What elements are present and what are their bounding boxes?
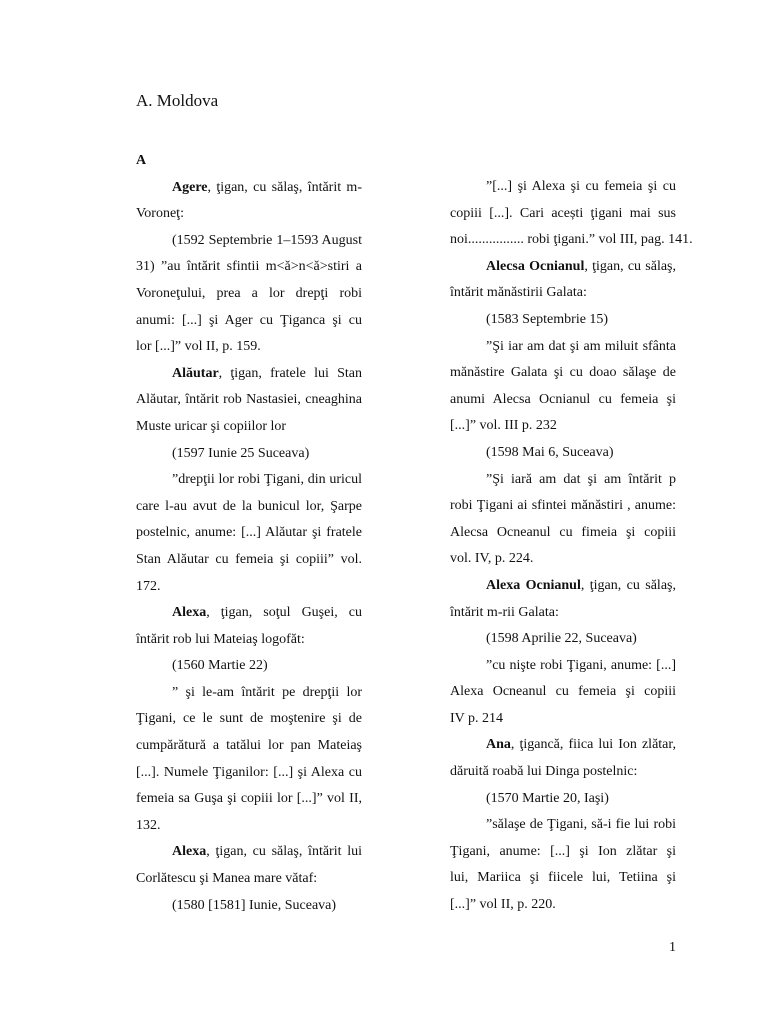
text-line [450,307,676,334]
line-text: Corlătescu şi Manea mare vătaf: [136,871,318,887]
section-title: A. Moldova [136,91,219,110]
entry-name: Alecsa Ocnianul [486,258,585,274]
line-text: Alexa Ocneanul cu femeia şi copiii [450,684,676,700]
entry-paragraph [136,175,362,228]
text-line [450,759,676,786]
entry-paragraph [136,361,362,441]
line-text: (1560 Martie 22) [172,658,268,674]
text-line [450,227,693,254]
line-text: (1592 Septembrie 1–1593 August [172,232,362,248]
entry-name: Alexa Ocnianul [486,577,581,593]
text-line [136,574,362,601]
text-line [450,812,676,839]
page-number: 1 [669,940,676,955]
entry-paragraph [450,786,676,813]
line-text: , ţigan, soţul Guşei, cu [206,605,362,621]
text-line [136,201,362,228]
text-line [450,174,676,201]
text-line [136,786,362,813]
line-text: 172. [136,578,161,594]
text-line [450,626,676,653]
line-text: întărit m-rii Galata: [450,604,559,620]
text-line [450,254,676,281]
line-text: femeia sa Guşa şi copiii lor [...]” vol II, [136,791,362,807]
line-text: IV p. 214 [450,710,504,726]
line-text: (1583 Septembrie 15) [486,311,609,327]
text-line [450,546,676,573]
line-text: lor [...]” vol II, p. 159. [136,339,261,355]
line-text: anumi Alecsa Ocnianul cu femeia şi [450,391,676,407]
text-line [450,360,676,387]
text-line [136,627,362,654]
text-line [450,520,676,547]
line-text: noi................ robi ţigani.” vol III, pag. 141. [450,232,693,248]
line-text: , ţigan, fratele lui Stan [218,365,362,381]
line-text: mănăstire Galata şi cu doao sălaşe de [450,365,676,381]
line-text: ”cu nişte robi Ţigani, anume: [...] [486,657,676,673]
line-text: 31) ”au întărit sfintii m<ă>n<ă>stiri a [136,259,362,275]
line-text: , ţigan, cu sălaş, întărit m- [207,179,362,195]
line-text: robi Ţigani ai sfintei mănăstiri , anume: [450,498,676,514]
text-line [136,893,362,920]
text-line [136,175,362,202]
line-text: [...]” vol. III p. 232 [450,418,557,434]
line-text: vol. IV, p. 224. [450,551,534,567]
line-text: ”[...] şi Alexa şi cu femeia şi cu [486,179,676,194]
entry-paragraph [136,441,362,468]
text-line [450,573,676,600]
text-line [136,600,362,627]
line-text: ”sălaşe de Ţigani, să-i fie lui robi [486,817,676,833]
text-line [136,706,362,733]
entry-paragraph [450,254,676,307]
text-line [136,387,362,414]
line-text: întărit rob lui Mateiaş logofăt: [136,631,305,647]
entry-paragraph [450,467,676,573]
line-text: întărit mănăstirii Galata: [450,285,587,301]
text-line [450,706,676,733]
text-line [450,334,676,361]
left-column [136,148,362,919]
text-line [450,280,676,307]
entry-paragraph [450,812,676,918]
text-line [450,201,676,228]
entry-name: Alexa [172,605,207,621]
text-line [450,413,676,440]
entry-name: Ana [486,737,511,753]
text-line [136,334,362,361]
line-text: [...]” vol II, p. 220. [450,897,556,913]
right-column [450,174,693,919]
line-text: Muste uricar şi copiilor lor [136,418,287,434]
line-text: postelnic, anume: [...] Alăutar şi fratele [136,525,362,541]
text-line [136,494,362,521]
line-text: (1598 Mai 6, Suceava) [486,444,614,460]
line-text: Ţigani, ce le sunt de moştenire şi de [136,711,362,727]
line-text: , ţigan, cu sălaş, întărit lui [206,844,362,860]
entry-paragraph [136,600,362,653]
entry-paragraph [450,732,676,785]
entry-paragraph [450,334,676,440]
entry-paragraph [450,653,676,733]
line-text: , ţigancă, fiica lui Ion zlătar, [510,737,676,753]
text-line [136,733,362,760]
text-line [450,732,676,759]
text-line [136,414,362,441]
text-line [136,680,362,707]
line-text: (1597 Iunie 25 Suceava) [172,445,310,461]
line-text: (1580 [1581] Iunie, Suceava) [172,897,337,913]
text-line [450,440,676,467]
text-line [136,308,362,335]
entry-paragraph [136,839,362,892]
entry-paragraph [136,653,362,680]
line-text: Stan Alăutar cu femeia şi copiii” vol. [136,551,362,567]
line-text: ” şi le-am întărit pe drepţii lor [172,684,362,700]
line-text: 132. [136,817,161,833]
line-text: cumpărătură a tatălui lor pan Mateiaş [136,738,362,754]
text-line [136,547,362,574]
text-line [450,839,676,866]
line-text: (1598 Aprilie 22, Suceava) [486,631,637,647]
text-line [136,441,362,468]
text-line [136,254,362,281]
line-text: anumi: [...] şi Ager cu Ţiganca şi cu [136,312,362,328]
text-line [136,653,362,680]
entry-paragraph [450,440,676,467]
text-line [136,760,362,787]
text-line [450,493,676,520]
line-text: ”Şi iară am dat şi am întărit p [486,471,676,487]
text-line [136,361,362,388]
line-text: ”drepţii lor robi Ţigani, din uricul [172,472,362,488]
line-text: ”Şi iar am dat şi am miluit sfânta [486,338,676,354]
text-line [450,786,676,813]
text-line [450,600,676,627]
text-line [450,865,676,892]
text-line [136,520,362,547]
line-text: dăruită roabă lui Dinga postelnic: [450,764,638,780]
text-line [136,813,362,840]
entry-name: Alexa [172,844,207,860]
text-line [450,467,676,494]
entry-name: Agere [172,179,208,195]
text-line [136,281,362,308]
line-text: lui, Mariica şi fiicele lui, Tetiina şi [450,870,676,886]
line-text: , ţigan, cu sălaş, [584,258,676,274]
text-line [136,866,362,893]
entry-paragraph [136,467,362,600]
line-text: Ţigani, anume: [...] şi Ion zlătar şi [450,843,676,859]
entry-paragraph [136,228,362,361]
text-line [136,228,362,255]
entry-paragraph [450,307,676,334]
entry-paragraph [450,626,676,653]
text-line [450,679,676,706]
line-text: Alăutar, întărit rob Nastasiei, cneaghina [136,392,362,408]
line-text: Voroneţ: [136,206,184,222]
text-line [136,467,362,494]
entry-paragraph [450,573,676,626]
line-text: (1570 Martie 20, Iaşi) [486,790,609,806]
line-text: , ţigan, cu sălaş, [580,577,676,593]
entry-paragraph [136,893,362,920]
line-text: Voroneţului, prea a lor drepţi robi [136,285,362,301]
entry-paragraph [136,680,362,840]
text-line [136,839,362,866]
entry-name: Alăutar [172,365,219,381]
line-text: care l-au avut de la bunicul lor, Şarpe [136,498,362,514]
text-line [450,653,676,680]
text-line [450,892,676,919]
text-line [450,387,676,414]
line-text: [...]. Numele Ţiganilor: [...] şi Alexa cu [136,764,362,780]
entry-paragraph [450,174,693,254]
line-text: copiii [...]. Cari acești ţigani mai sus [450,205,676,221]
section-letter: A [136,153,147,168]
line-text: Alecsa Ocneanul cu fimeia şi copiii [450,524,676,540]
